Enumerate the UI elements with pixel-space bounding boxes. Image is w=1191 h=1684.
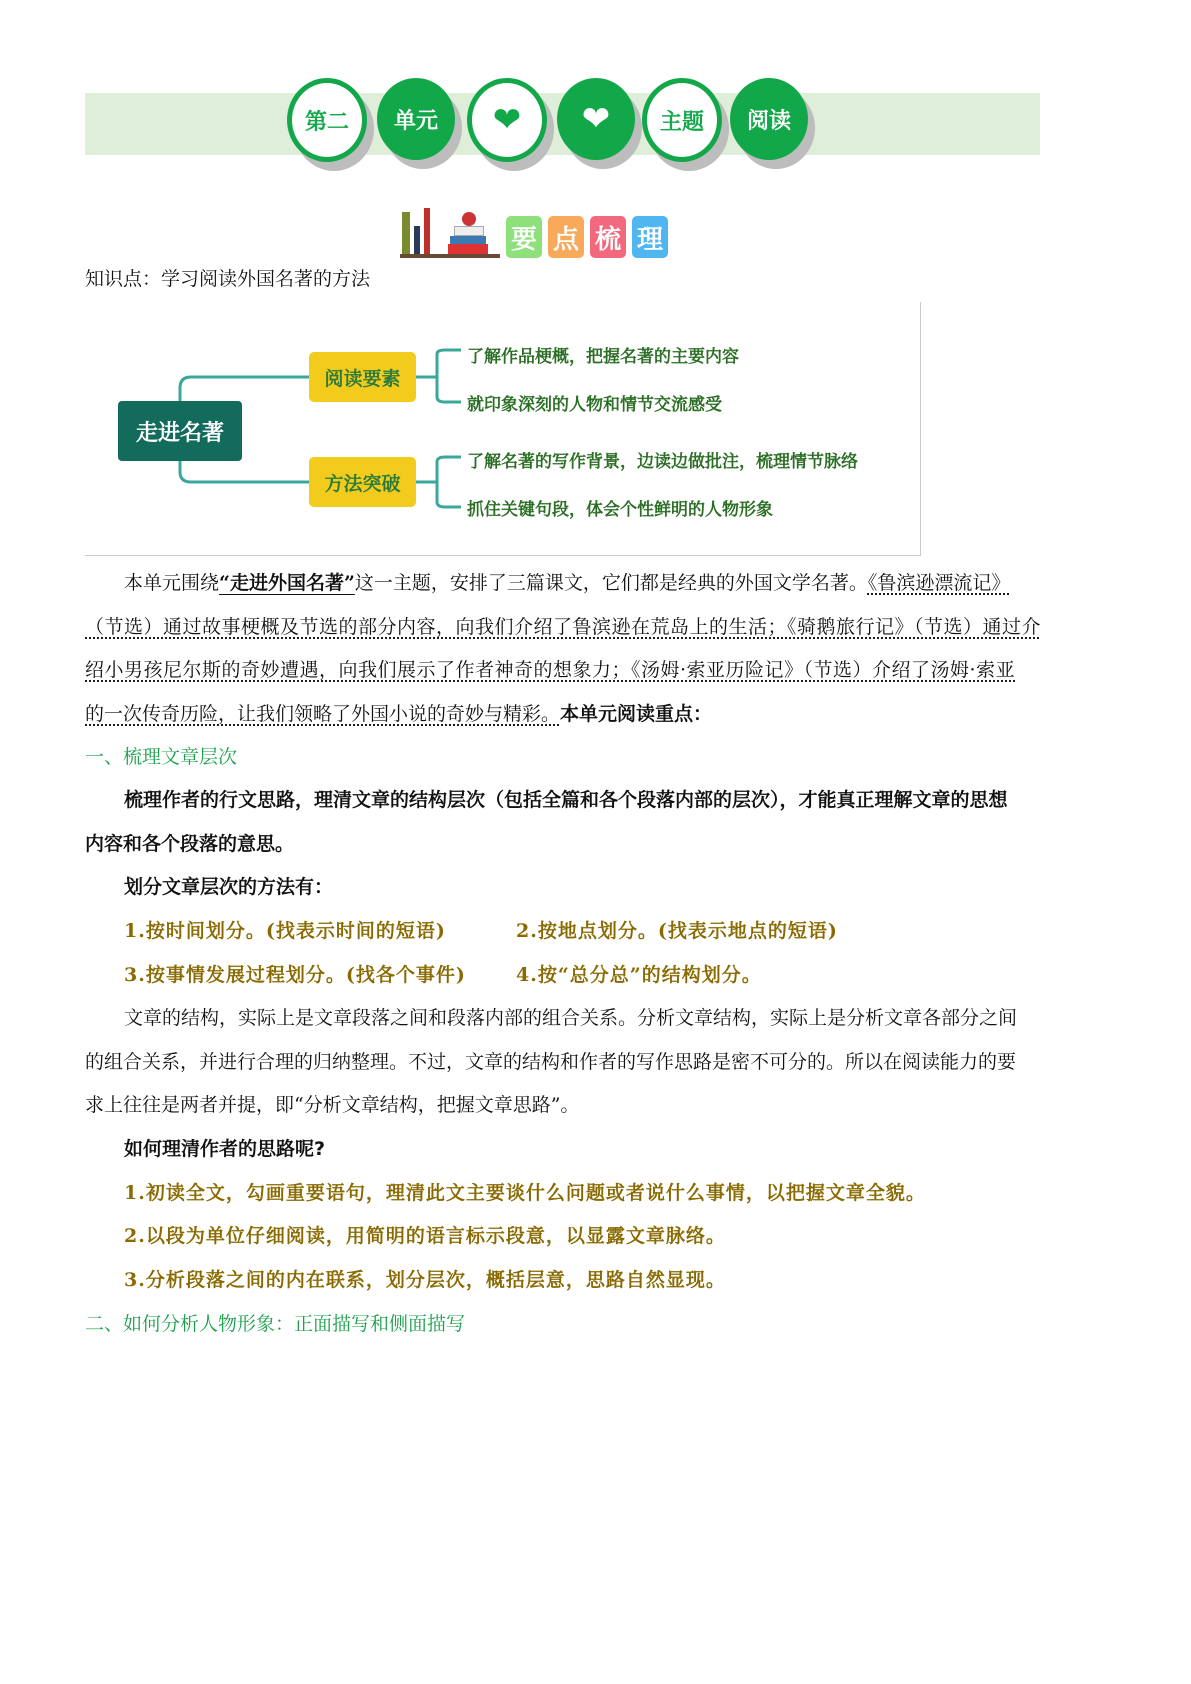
mindmap (85, 302, 921, 556)
paragraph: 求上往往是两者并提，即“分析文章结构，把握文章思路”。 (85, 1094, 580, 1116)
intro-line: （节选）通过故事梗概及节选的部分内容，向我们介绍了鲁滨逊在荒岛上的生活；《骑鹅旅行记》（节选）通过介 (85, 616, 1042, 638)
banner-text: 阅读 (746, 108, 791, 134)
step-item: 3.分析段落之间的内在联系，划分层次，概括层意，思路自然显现。 (124, 1269, 726, 1291)
heading-2: 二、如何分析人物形象：正面描写和侧面描写 (85, 1313, 466, 1335)
text: 的一次传奇历险，让我们领略了外国小说的奇妙与精彩。 (85, 703, 561, 725)
text: 本单元阅读重点： (560, 703, 713, 725)
books-icon (400, 206, 500, 258)
heart-icon (557, 78, 635, 160)
mindmap-branch: 方法突破 (309, 457, 416, 507)
text: 这一主题，安排了三篇课文，它们都是经典的外国文学名著。 (354, 572, 868, 594)
banner-circle (642, 78, 722, 162)
paragraph: 的组合关系，并进行合理的归纳整理。不过，文章的结构和作者的写作思路是密不可分的。所以在阅读能力的要 (85, 1051, 1017, 1073)
paragraph: 文章的结构，实际上是文章段落之间和段落内部的组合关系。分析文章结构，实际上是分析文章各部分之间 (124, 1007, 1018, 1029)
intro-line (85, 702, 1045, 726)
method-item: 1.按时间划分。(找表示时间的短语) (124, 920, 446, 942)
banner-text: 第二 (304, 109, 349, 135)
mindmap-leaf: 就印象深刻的人物和情节交流感受 (467, 395, 722, 415)
step-item: 2.以段为单位仔细阅读，用简明的语言标示段意，以显露文章脉络。 (124, 1225, 726, 1247)
mindmap-branch: 阅读要素 (309, 352, 416, 402)
text: 本单元围绕 (124, 572, 220, 594)
title-tile: 点 (548, 216, 584, 258)
paragraph: 划分文章层次的方法有： (124, 876, 334, 898)
title-tile: 要 (506, 216, 542, 258)
banner-circle (377, 78, 455, 160)
method-item: 4.按“总分总”的结构划分。 (516, 964, 762, 986)
method-item: 2.按地点划分。(找表示地点的短语) (516, 920, 838, 942)
title-tile: 理 (632, 216, 668, 258)
banner-circle (287, 78, 367, 162)
mindmap-leaf: 了解名著的写作背景，边读边做批注，梳理情节脉络 (467, 452, 858, 472)
intro-line: 绍小男孩尼尔斯的奇妙遭遇，向我们展示了作者神奇的想象力；《汤姆·索亚历险记》（节选）介绍了汤姆·索亚 (85, 659, 1016, 681)
mindmap-leaf: 了解作品梗概，把握名著的主要内容 (467, 347, 739, 367)
mindmap-root: 走进名著 (118, 401, 242, 461)
heading-1: 一、梳理文章层次 (85, 746, 238, 768)
intro-line (124, 571, 1084, 595)
step-item: 1.初读全文，勾画重要语句，理清此文主要谈什么问题或者说什么事情，以把握文章全貌。 (124, 1182, 926, 1204)
paragraph: 内容和各个段落的意思。 (85, 833, 295, 855)
method-item: 3.按事情发展过程划分。(找各个事件) (124, 964, 466, 986)
banner-text: 单元 (393, 108, 438, 134)
heart-glyph: ❤ (492, 100, 522, 140)
mindmap-leaf: 抓住关键句段，体会个性鲜明的人物形象 (467, 500, 773, 520)
heart-glyph: ❤ (581, 99, 611, 139)
banner-circle (730, 78, 808, 160)
banner-text: 主题 (659, 109, 704, 135)
theme-text: “走进外国名著” (219, 572, 355, 594)
question: 如何理清作者的思路呢? (124, 1138, 326, 1160)
section-title-key-points (400, 206, 668, 258)
heart-icon (467, 78, 547, 162)
title-tile: 梳 (590, 216, 626, 258)
knowledge-point: 知识点：学习阅读外国名著的方法 (85, 268, 371, 290)
paragraph: 梳理作者的行文思路，理清文章的结构层次（包括全篇和各个段落内部的层次），才能真正理解文章的思想 (124, 789, 1008, 811)
book-title: 《鲁滨逊漂流记》 (867, 572, 1011, 594)
